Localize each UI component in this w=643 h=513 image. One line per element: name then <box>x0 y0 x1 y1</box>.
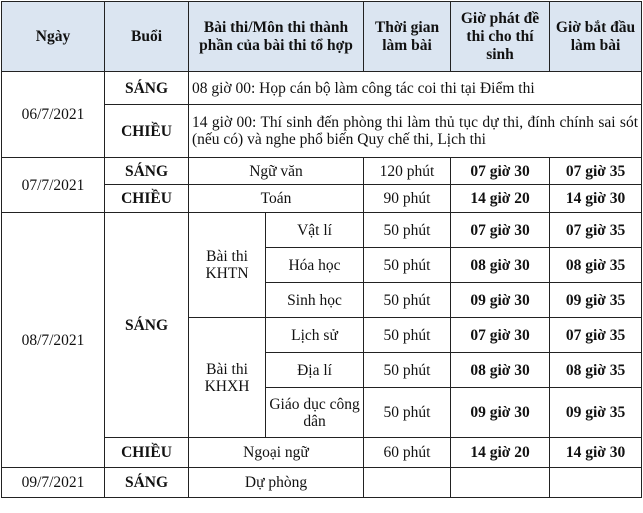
date-cell: 06/7/2021 <box>2 72 105 158</box>
header-thoi-gian: Thời gian làm bài <box>364 2 451 72</box>
date-cell: 09/7/2021 <box>2 468 105 498</box>
exam-schedule-table <box>1 1 642 498</box>
group-khxh-cell: Bài thi KHXH <box>189 318 266 438</box>
table-row <box>2 72 642 105</box>
subject-cell: Lịch sử <box>266 318 364 353</box>
header-bai-thi: Bài thi/Môn thi thành phần của bài thi tổ hợp <box>189 2 364 72</box>
distribute-time-cell: 07 giờ 30 <box>451 158 550 185</box>
distribute-time-cell: 08 giờ 30 <box>451 248 550 283</box>
start-time-cell: 09 giờ 35 <box>550 283 642 318</box>
session-cell: CHIỀU <box>105 105 189 158</box>
duration-cell: 50 phút <box>364 318 451 353</box>
date-cell: 07/7/2021 <box>2 158 105 213</box>
session-cell: SÁNG <box>105 213 189 438</box>
subject-cell: Hóa học <box>266 248 364 283</box>
duration-cell: 50 phút <box>364 388 451 438</box>
header-ngay: Ngày <box>2 2 105 72</box>
subject-cell: Dự phòng <box>189 468 364 498</box>
distribute-time-cell: 08 giờ 30 <box>451 353 550 388</box>
table-row <box>2 213 642 248</box>
table-row <box>2 158 642 185</box>
header-gio-phat: Giờ phát đề thi cho thí sinh <box>451 2 550 72</box>
duration-cell: 50 phút <box>364 213 451 248</box>
duration-cell: 50 phút <box>364 353 451 388</box>
start-time-cell <box>550 468 642 498</box>
subject-cell: Ngoại ngữ <box>189 438 364 468</box>
table-row <box>2 468 642 498</box>
distribute-time-cell: 14 giờ 20 <box>451 438 550 468</box>
note-cell: 08 giờ 00: Họp cán bộ làm công tác coi thi tại Điểm thi <box>189 72 642 105</box>
session-cell: CHIỀU <box>105 185 189 213</box>
start-time-cell: 07 giờ 35 <box>550 213 642 248</box>
session-cell: SÁNG <box>105 72 189 105</box>
start-time-cell: 08 giờ 35 <box>550 353 642 388</box>
header-buoi: Buổi <box>105 2 189 72</box>
start-time-cell: 14 giờ 30 <box>550 438 642 468</box>
distribute-time-cell: 07 giờ 30 <box>451 213 550 248</box>
session-cell: CHIỀU <box>105 438 189 468</box>
duration-cell <box>364 468 451 498</box>
duration-cell: 120 phút <box>364 158 451 185</box>
start-time-cell: 14 giờ 30 <box>550 185 642 213</box>
header-gio-bat-dau: Giờ bắt đầu làm bài <box>550 2 642 72</box>
subject-cell: Ngữ văn <box>189 158 364 185</box>
session-cell: SÁNG <box>105 158 189 185</box>
header-row <box>2 2 642 72</box>
distribute-time-cell: 07 giờ 30 <box>451 318 550 353</box>
duration-cell: 60 phút <box>364 438 451 468</box>
duration-cell: 50 phút <box>364 283 451 318</box>
distribute-time-cell: 09 giờ 30 <box>451 388 550 438</box>
start-time-cell: 09 giờ 35 <box>550 388 642 438</box>
distribute-time-cell <box>451 468 550 498</box>
start-time-cell: 07 giờ 35 <box>550 158 642 185</box>
date-cell: 08/7/2021 <box>2 213 105 468</box>
subject-cell: Vật lí <box>266 213 364 248</box>
distribute-time-cell: 14 giờ 20 <box>451 185 550 213</box>
duration-cell: 50 phút <box>364 248 451 283</box>
start-time-cell: 08 giờ 35 <box>550 248 642 283</box>
note-cell: 14 giờ 00: Thí sinh đến phòng thi làm thủ tục dự thi, đính chính sai sót (nếu có) và nghe phổ biến Quy chế thi, Lịch thi <box>189 105 642 158</box>
start-time-cell: 07 giờ 35 <box>550 318 642 353</box>
session-cell: SÁNG <box>105 468 189 498</box>
distribute-time-cell: 09 giờ 30 <box>451 283 550 318</box>
group-khtn-cell: Bài thi KHTN <box>189 213 266 318</box>
subject-cell: Địa lí <box>266 353 364 388</box>
subject-cell: Sinh học <box>266 283 364 318</box>
duration-cell: 90 phút <box>364 185 451 213</box>
subject-cell: Toán <box>189 185 364 213</box>
subject-cell: Giáo dục công dân <box>266 388 364 438</box>
